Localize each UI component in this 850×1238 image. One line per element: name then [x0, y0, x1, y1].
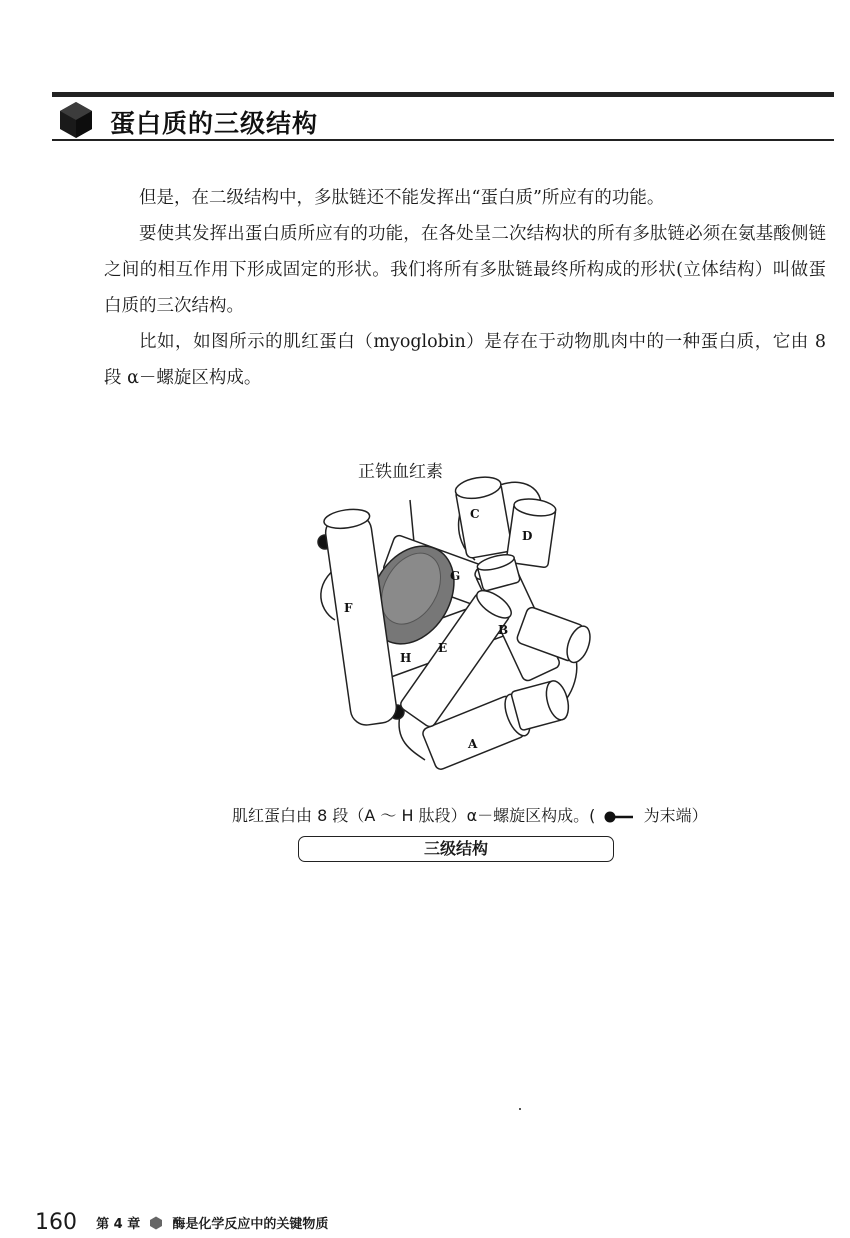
helix-label-e: E — [438, 641, 448, 655]
terminal-marker-icon — [604, 811, 634, 823]
figure-caption — [232, 803, 708, 826]
heading-rule — [52, 139, 834, 141]
caption-text: 肌红蛋白由 8 段（A ～ H 肽段）α－螺旋区构成。( — [232, 806, 596, 825]
heme-label: 正铁血红素 — [358, 462, 443, 482]
helix-a-side — [511, 678, 573, 730]
chapter-number: 第 4 章 — [96, 1217, 141, 1232]
paragraph-1: 但是，在二级结构中，多肽链还不能发挥出“蛋白质”所应有的功能。 — [139, 188, 665, 208]
helix-label-f: F — [344, 601, 353, 615]
hexagon-cube-icon — [56, 100, 96, 140]
hexagon-icon — [149, 1216, 163, 1230]
caption-text-end: 为末端） — [643, 806, 708, 825]
myoglobin-figure — [300, 450, 600, 790]
helix-label-g: G — [450, 569, 461, 583]
chapter-title: 酶是化学反应中的关键物质 — [172, 1217, 329, 1232]
print-speck — [519, 1108, 521, 1110]
helix-label-b: B — [498, 623, 509, 637]
structure-level-label: 三级结构 — [298, 836, 614, 862]
body-text — [104, 180, 826, 396]
paragraph-3: 比如，如图所示的肌红蛋白（myoglobin）是存在于动物肌肉中的一种蛋白质，它由 8 段 α－螺旋区构成。 — [104, 332, 826, 388]
helix-c — [454, 474, 513, 559]
section-heading: 蛋白质的三级结构 — [110, 109, 319, 138]
page-footer — [35, 1210, 328, 1235]
page-number: 160 — [35, 1210, 77, 1235]
helix-label-h: H — [400, 651, 412, 665]
helix-label-d: D — [522, 529, 533, 543]
helix-label-a: A — [468, 737, 478, 751]
top-rule — [52, 92, 834, 97]
helix-label-c: C — [470, 507, 480, 521]
paragraph-2: 要使其发挥出蛋白质所应有的功能，在各处呈二次结构状的所有多肽链必须在氨基酸侧链之间的相互作用下形成固定的形状。我们将所有多肽链最终所构成的形状(立体结构）叫做蛋白质的三次结构。 — [104, 224, 826, 316]
